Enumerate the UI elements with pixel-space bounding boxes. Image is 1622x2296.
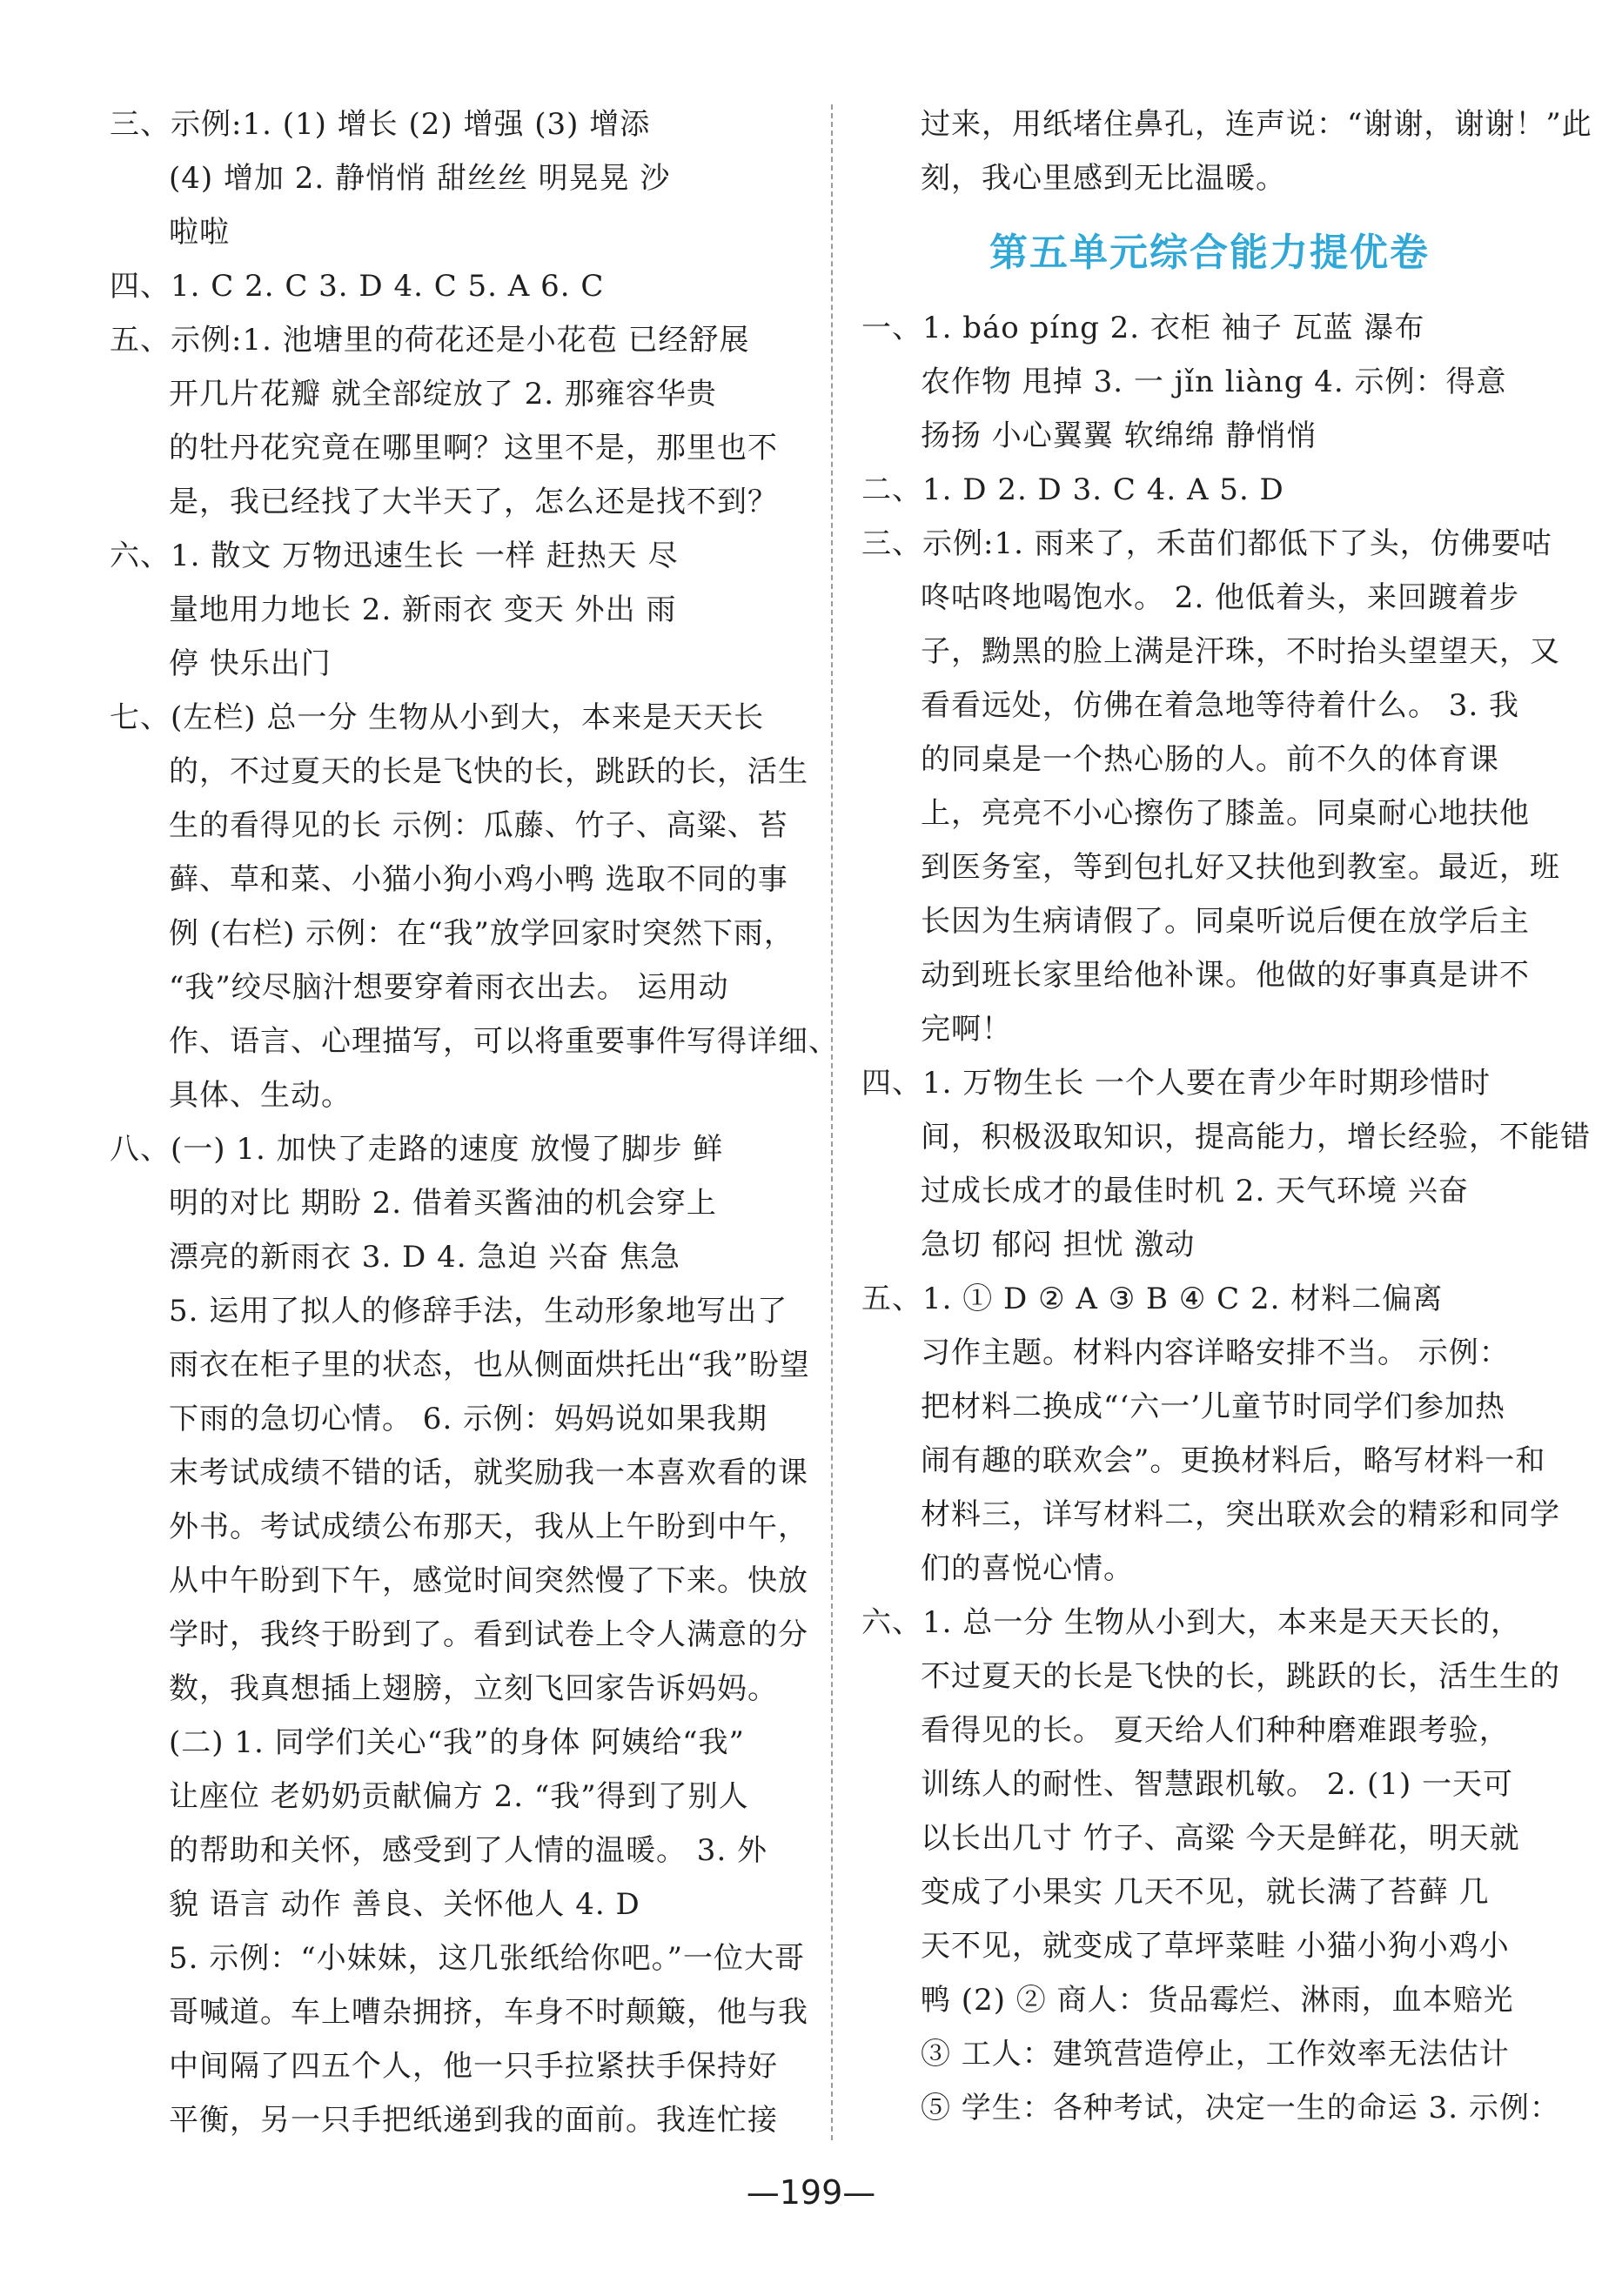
answer-line: 作、语言、心理描写，可以将重要事件写得详细、	[169, 1024, 839, 1059]
answer-line: 子，黝黑的脸上满是汗珠，不时抬头望望天，又	[921, 634, 1560, 669]
answer-line: 咚咕咚地喝饱水。 2. 他低着头，来回踱着步	[921, 580, 1520, 615]
answer-line: 二、1. D 2. D 3. C 4. A 5. D	[861, 472, 1284, 507]
answer-line: 把材料二换成“‘六一’儿童节时同学们参加热	[921, 1389, 1505, 1424]
answer-line: 动到班长家里给他补课。他做的好事真是讲不	[921, 958, 1530, 993]
answer-line: 间，积极汲取知识，提高能力，增长经验，不能错	[921, 1120, 1591, 1155]
answer-line: 的同桌是一个热心肠的人。前不久的体育课	[921, 742, 1499, 777]
answer-line: 七、(左栏) 总一分 生物从小到大，本来是天天长	[110, 700, 765, 735]
answer-line: 的牡丹花究竟在哪里啊？这里不是，那里也不	[169, 431, 778, 465]
answer-line: 看看远处，仿佛在着急地等待着什么。 3. 我	[921, 688, 1520, 723]
answer-line: 以长出几寸 竹子、高粱 今天是鲜花，明天就	[921, 1821, 1520, 1856]
answer-line: 们的喜悦心情。	[921, 1551, 1134, 1586]
right-answers	[861, 301, 1591, 2135]
answer-line: 例 (右栏) 示例：在“我”放学回家时突然下雨，	[169, 916, 794, 951]
answer-line: 三、示例:1. 雨来了，禾苗们都低下了头，仿佛要咕	[861, 526, 1552, 561]
answer-line: “我”绞尽脑汁想要穿着雨衣出去。 运用动	[169, 970, 729, 1005]
answer-line: 哥喊道。车上嘈杂拥挤，车身不时颠簸，他与我	[169, 1995, 808, 2030]
page-number: —199—	[746, 2173, 876, 2212]
answer-line: 过来，用纸堵住鼻孔，连声说：“谢谢，谢谢！”此	[921, 107, 1592, 142]
section-title: 第五单元综合能力提优卷	[989, 231, 1430, 275]
answer-line: 过成长成才的最佳时机 2. 天气环境 兴奋	[921, 1174, 1469, 1208]
answer-line: 一、1. báo píng 2. 衣柜 袖子 瓦蓝 瀑布	[861, 311, 1425, 345]
answer-line: 量地用力地长 2. 新雨衣 变天 外出 雨	[169, 592, 677, 627]
answer-line: 上，亮亮不小心擦伤了膝盖。同桌耐心地扶他	[921, 796, 1530, 831]
answer-line: 闹有趣的联欢会”。更换材料后，略写材料一和	[921, 1443, 1546, 1478]
answer-line: 刻，我心里感到无比温暖。	[921, 161, 1286, 196]
answer-line: 明的对比 期盼 2. 借着买酱油的机会穿上	[169, 1186, 717, 1221]
answer-line: 三、示例:1. (1) 增长 (2) 增强 (3) 增添	[110, 107, 651, 142]
answer-line: 训练人的耐性、智慧跟机敏。 2. (1) 一天可	[921, 1767, 1514, 1802]
answer-line: ③ 工人：建筑营造停止，工作效率无法估计	[921, 2037, 1510, 2072]
answer-line: 四、1. 万物生长 一个人要在青少年时期珍惜时	[861, 1066, 1491, 1101]
answer-line: 下雨的急切心情。 6. 示例：妈妈说如果我期	[169, 1402, 768, 1436]
answer-line: 不过夏天的长是飞快的长，跳跃的长，活生生的	[921, 1659, 1560, 1694]
left-column	[110, 97, 839, 2147]
answer-line: 具体、生动。	[169, 1078, 352, 1113]
answer-line: 开几片花瓣 就全部绽放了 2. 那雍容华贵	[169, 377, 717, 412]
answer-line: 四、1. C 2. C 3. D 4. C 5. A 6. C	[110, 269, 605, 304]
answer-line: 长因为生病请假了。同桌听说后便在放学后主	[921, 904, 1530, 939]
answer-line: 到医务室，等到包扎好又扶他到教室。最近，班	[921, 850, 1560, 885]
answer-line: 中间隔了四五个人，他一只手拉紧扶手保持好	[169, 2049, 778, 2084]
answer-line: 的帮助和关怀，感受到了人情的温暖。 3. 外	[169, 1833, 768, 1868]
column-divider	[831, 104, 833, 2140]
answer-line: 的，不过夏天的长是飞快的长，跳跃的长，活生	[169, 754, 808, 789]
answer-line: 停 快乐出门	[169, 646, 332, 681]
answer-line: 六、1. 总一分 生物从小到大，本来是天天长的，	[861, 1605, 1522, 1640]
answer-line: ⑤ 学生：各种考试，决定一生的命运 3. 示例：	[921, 2091, 1560, 2125]
answer-line: 六、1. 散文 万物迅速生长 一样 赶热天 尽	[110, 539, 679, 573]
answer-line: 5. 运用了拟人的修辞手法，生动形象地写出了	[169, 1294, 788, 1329]
answer-line: 外书。考试成绩公布那天，我从上午盼到中午，	[169, 1509, 808, 1544]
answer-line: 末考试成绩不错的话，就奖励我一本喜欢看的课	[169, 1456, 808, 1490]
answer-line: 让座位 老奶奶贡献偏方 2. “我”得到了别人	[169, 1779, 749, 1814]
answer-line: 材料三，详写材料二，突出联欢会的精彩和同学	[921, 1497, 1560, 1532]
answer-line: 漂亮的新雨衣 3. D 4. 急迫 兴奋 焦急	[169, 1240, 680, 1275]
answer-line: 藓、草和菜、小猫小狗小鸡小鸭 选取不同的事	[169, 862, 788, 897]
answer-line: 农作物 甩掉 3. 一 jǐn liàng 4. 示例：得意	[921, 365, 1507, 399]
answer-line: 平衡，另一只手把纸递到我的面前。我连忙接	[169, 2103, 778, 2138]
answer-line: 八、(一) 1. 加快了走路的速度 放慢了脚步 鲜	[110, 1132, 724, 1167]
answer-line: (二) 1. 同学们关心“我”的身体 阿姨给“我”	[169, 1725, 745, 1760]
answer-line: (4) 增加 2. 静悄悄 甜丝丝 明晃晃 沙	[169, 161, 671, 196]
answer-line: 五、示例:1. 池塘里的荷花还是小花苞 已经舒展	[110, 323, 750, 358]
answer-line: 急切 郁闷 担忧 激动	[921, 1228, 1196, 1262]
answer-line: 五、1. ① D ② A ③ B ④ C 2. 材料二偏离	[861, 1282, 1444, 1316]
answer-line: 看得见的长。 夏天给人们种种磨难跟考验，	[921, 1713, 1510, 1748]
answer-line: 从中午盼到下午，感觉时间突然慢了下来。快放	[169, 1563, 808, 1598]
answer-line: 貌 语言 动作 善良、关怀他人 4. D	[169, 1887, 640, 1922]
answer-line: 学时，我终于盼到了。看到试卷上令人满意的分	[169, 1617, 808, 1652]
answer-line: 扬扬 小心翼翼 软绵绵 静悄悄	[921, 418, 1317, 453]
answer-line: 数，我真想插上翅膀，立刻飞回家告诉妈妈。	[169, 1671, 778, 1706]
answer-line: 完啊！	[921, 1012, 1012, 1047]
answer-line: 天不见，就变成了草坪菜畦 小猫小狗小鸡小	[921, 1929, 1510, 1964]
answer-line: 变成了小果实 几天不见，就长满了苔藓 几	[921, 1875, 1490, 1910]
answer-line: 是，我已经找了大半天了，怎么还是找不到？	[169, 485, 778, 519]
answer-line: 习作主题。材料内容详略安排不当。 示例：	[921, 1335, 1510, 1370]
answer-line: 生的看得见的长 示例：瓜藤、竹子、高粱、苔	[169, 808, 788, 843]
answer-line: 5. 示例：“小妹妹，这几张纸给你吧。”一位大哥	[169, 1941, 806, 1976]
answer-line: 鸭 (2) ② 商人：货品霉烂、淋雨，血本赔光	[921, 1983, 1514, 2018]
answer-line: 啦啦	[169, 215, 230, 250]
answer-line: 雨衣在柜子里的状态，也从侧面烘托出“我”盼望	[169, 1348, 810, 1382]
right-top-continuation	[861, 97, 1592, 205]
right-column	[861, 97, 1592, 2135]
